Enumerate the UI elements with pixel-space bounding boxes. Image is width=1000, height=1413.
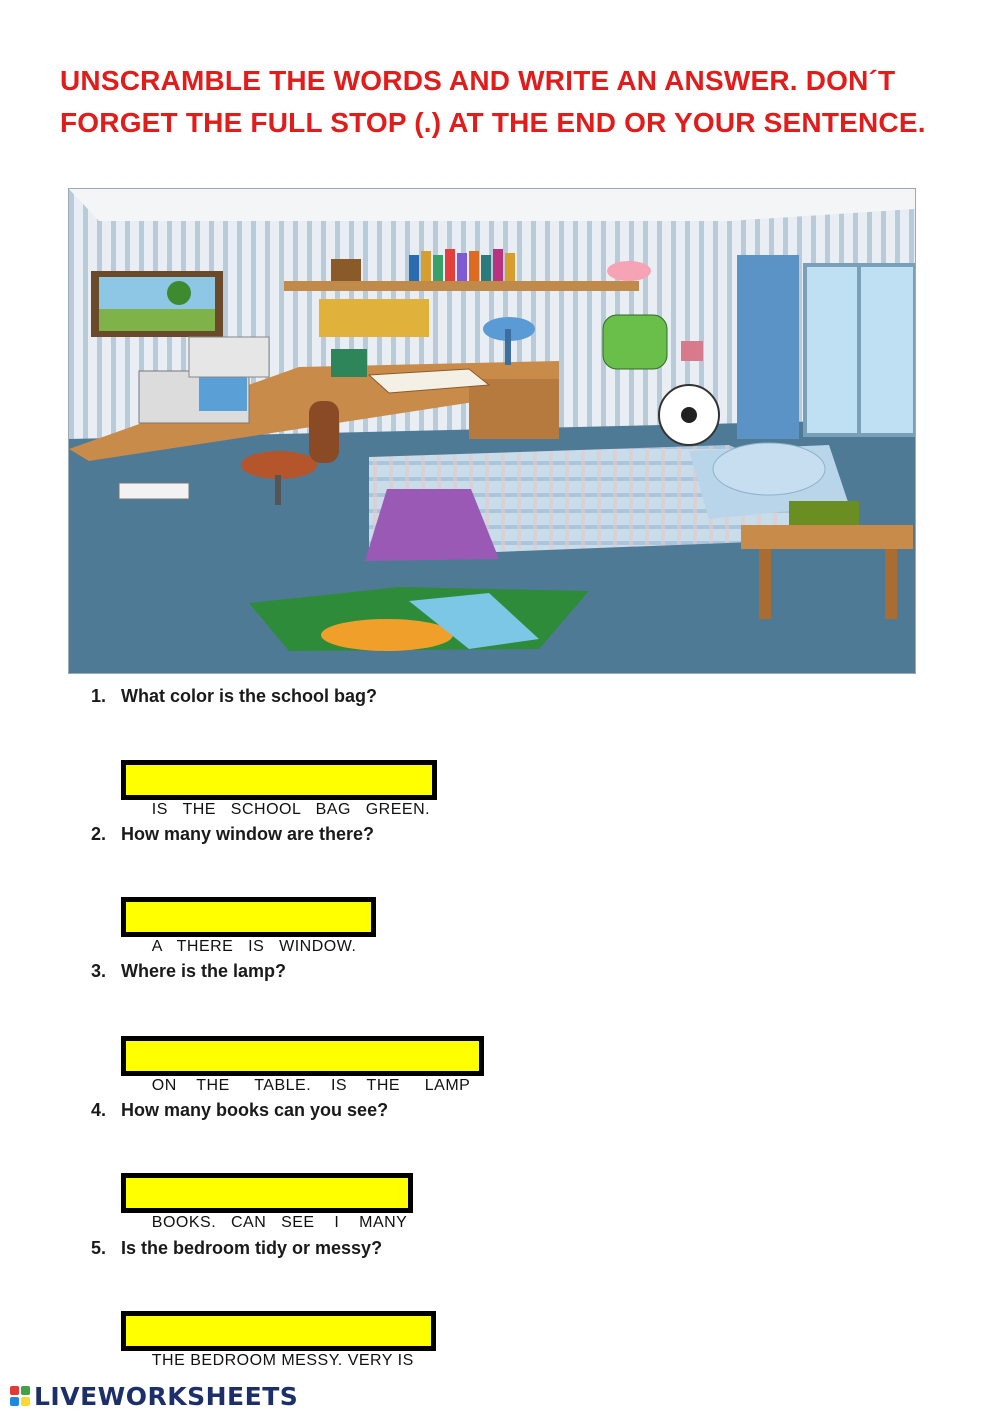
scrambled-words: A THERE IS WINDOW. (151, 938, 357, 955)
scrambled-words: ON THE TABLE. IS THE LAMP (151, 1077, 471, 1094)
scrambled-words: IS THE SCHOOL BAG GREEN. (151, 801, 431, 818)
bedroom-illustration (68, 188, 916, 674)
question-number: 4. (91, 1100, 107, 1120)
question-number: 3. (91, 961, 107, 981)
answer-box-3[interactable] (121, 1036, 484, 1094)
liveworksheets-logo-icon (10, 1386, 30, 1406)
question-number: 1. (91, 686, 107, 706)
question-text: What color is the school bag? (121, 686, 378, 706)
answer-box-1[interactable] (121, 760, 437, 818)
answer-box-2[interactable] (121, 897, 376, 955)
question-text: How many books can you see? (121, 1100, 389, 1120)
question-number: 2. (91, 824, 107, 844)
liveworksheets-brand: LIVEWORKSHEETS (34, 1381, 299, 1411)
question-3 (91, 961, 286, 982)
liveworksheets-footer (10, 1382, 298, 1410)
question-text: How many window are there? (121, 824, 375, 844)
scrambled-words: THE BEDROOM MESSY. VERY IS (151, 1352, 414, 1369)
question-text: Is the bedroom tidy or messy? (121, 1238, 383, 1258)
question-1 (91, 686, 377, 707)
answer-box-5[interactable] (121, 1311, 436, 1369)
scrambled-words: BOOKS. CAN SEE I MANY (151, 1214, 408, 1231)
question-number: 5. (91, 1238, 107, 1258)
answer-box-4[interactable] (121, 1173, 413, 1231)
question-text: Where is the lamp? (121, 961, 287, 981)
worksheet-instructions: UNSCRAMBLE THE WORDS AND WRITE AN ANSWER. DON´T FORGET THE FULL STOP (.) AT THE END OR YOUR SENTENCE. (60, 65, 926, 138)
